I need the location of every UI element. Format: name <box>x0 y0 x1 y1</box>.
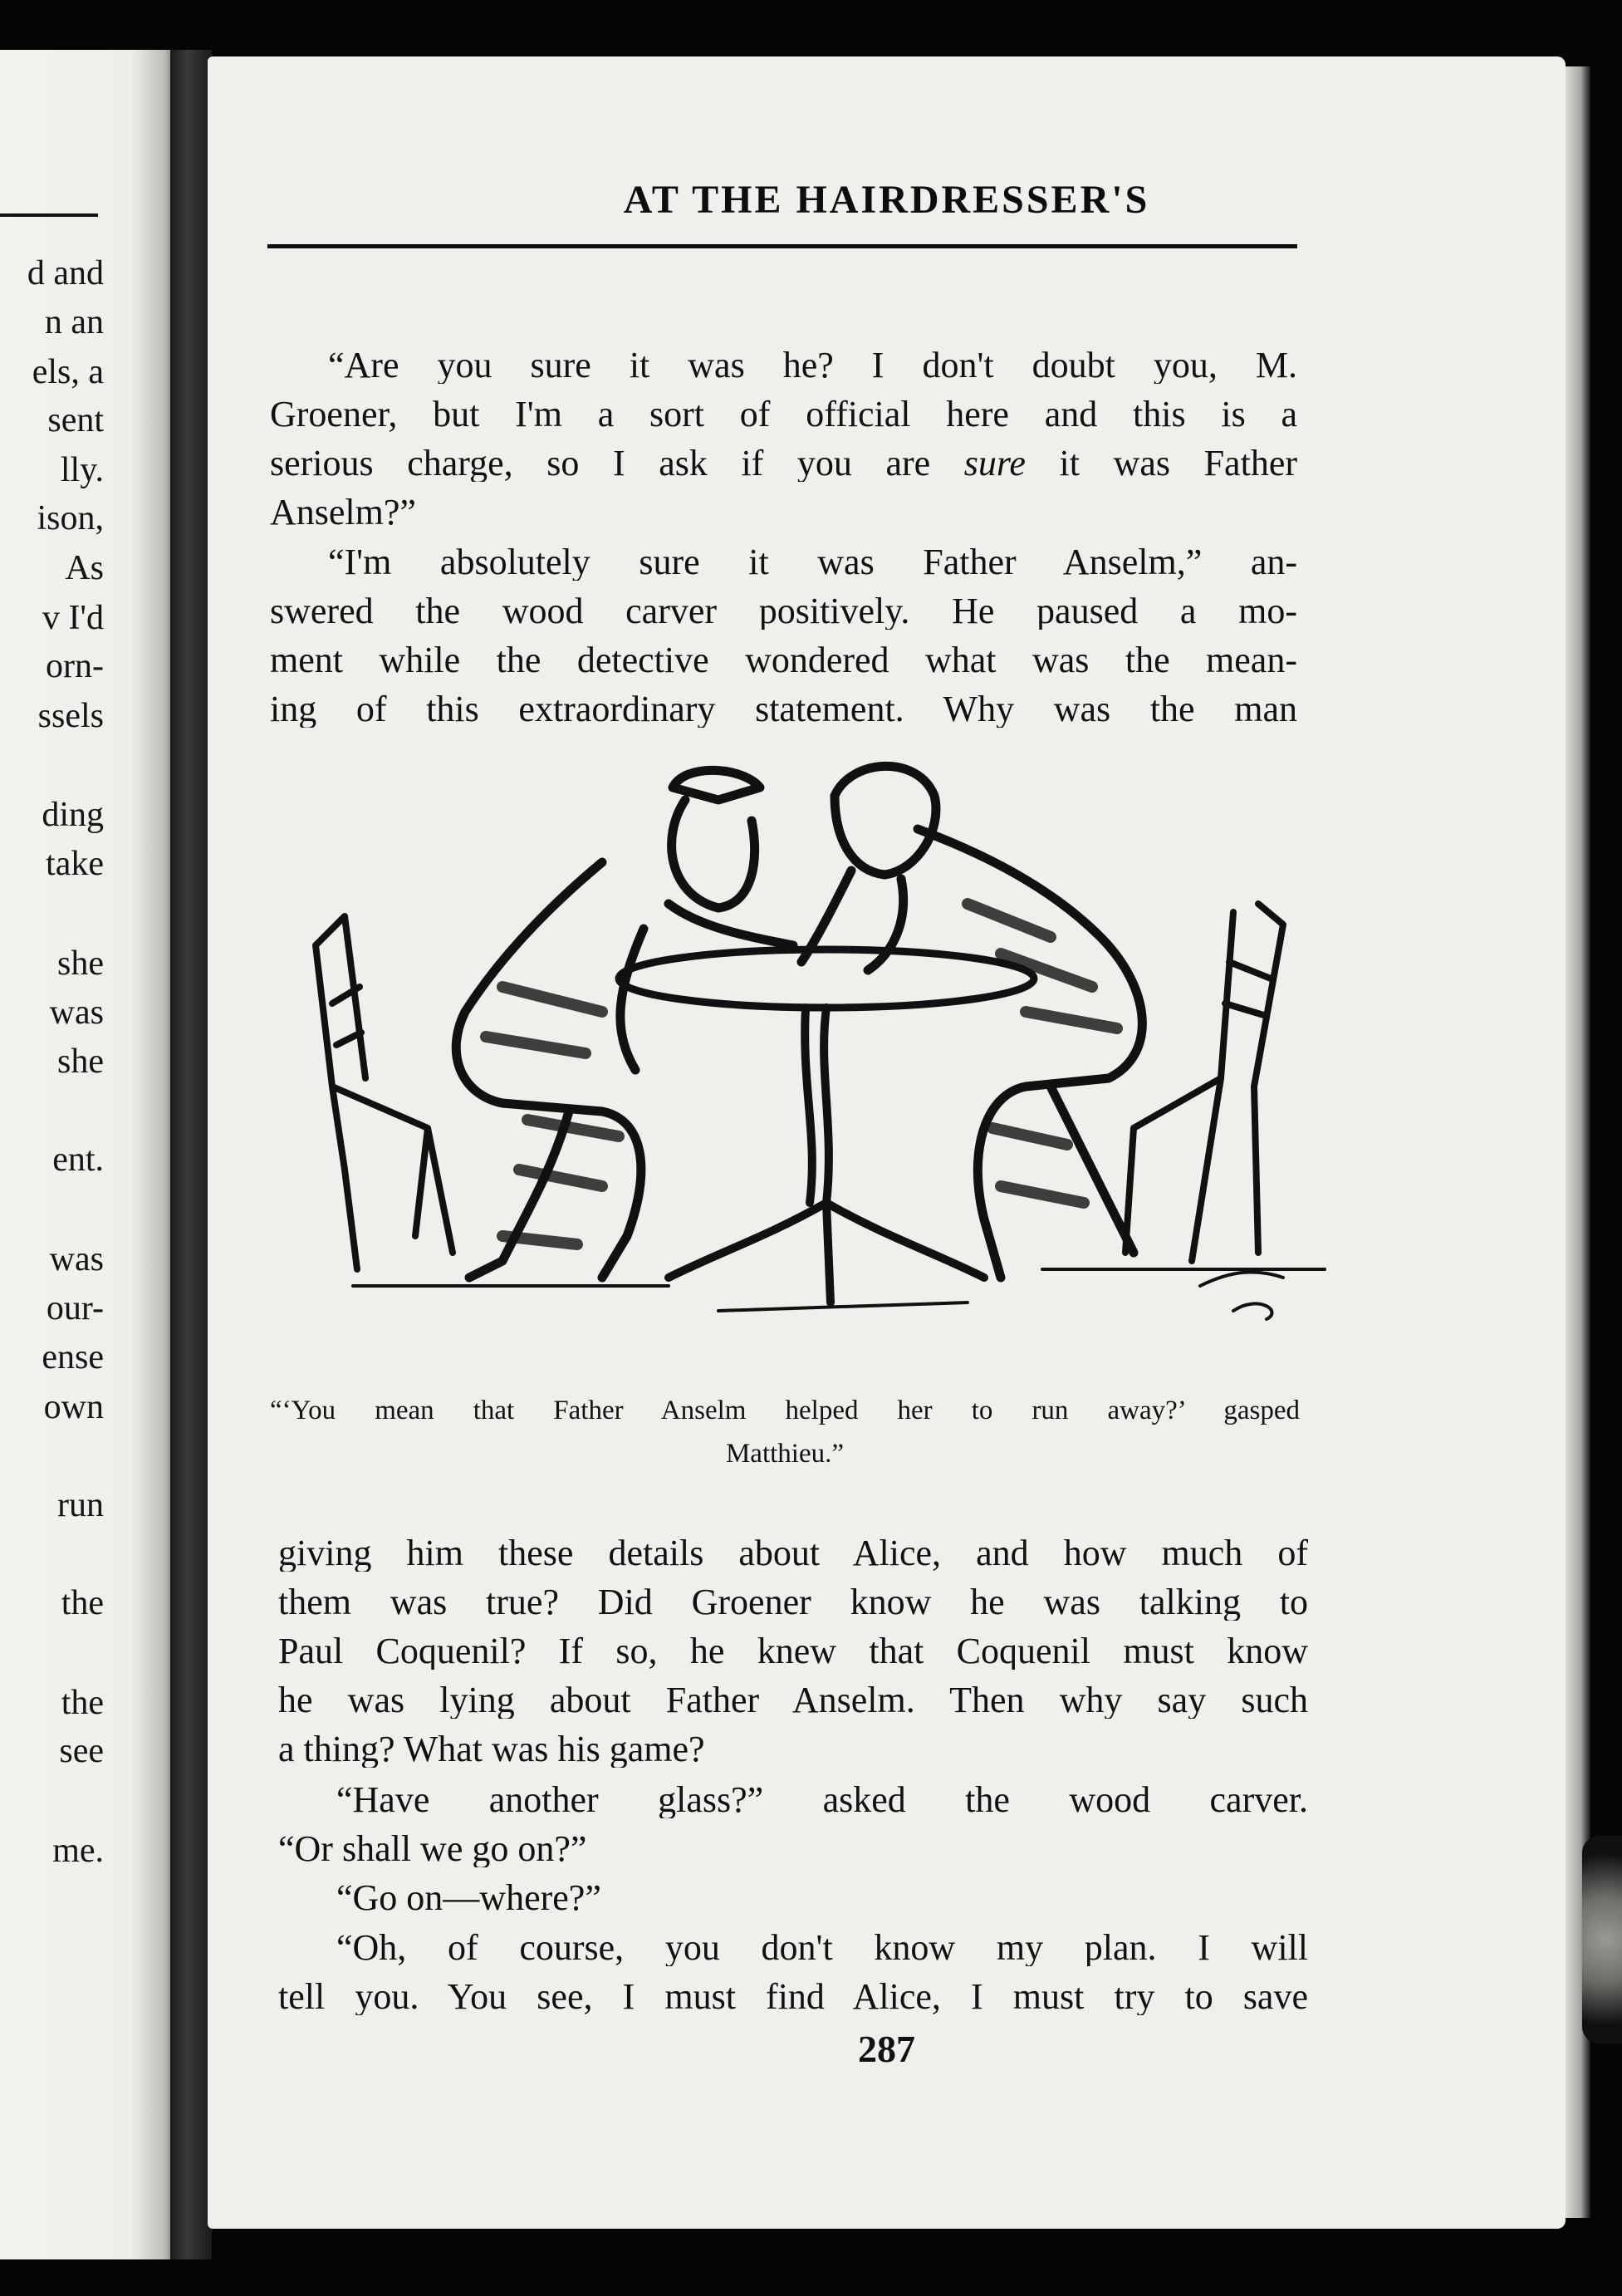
page-number: 287 <box>858 2028 915 2070</box>
left-line: me. <box>52 1832 104 1870</box>
text-line: giving him these details about Alice, and how much of <box>278 1535 1308 1572</box>
text-line: Anselm?” <box>270 494 416 531</box>
left-facing-page <box>0 50 187 2259</box>
illustration-caption: “‘You mean that Father Anselm helped her to run away?’ gasped <box>270 1396 1300 1425</box>
text-line: ing of this extraordinary statement. Why was the man <box>270 691 1297 728</box>
left-chair <box>316 916 453 1269</box>
text-line: “Are you sure it was he? I don't doubt you, M. <box>328 347 1297 384</box>
left-figure-outline <box>456 770 793 1278</box>
left-line: n an <box>44 303 104 341</box>
text-line: “Oh, of course, you don't know my plan. I will <box>336 1930 1308 1966</box>
left-page-rule <box>0 213 98 217</box>
left-line: d and <box>27 254 104 292</box>
left-line: ense <box>42 1338 104 1376</box>
artist-signature <box>1200 1272 1283 1319</box>
left-line: the <box>61 1584 104 1622</box>
book-gutter <box>170 50 212 2259</box>
left-line: sent <box>47 401 104 439</box>
left-line: As <box>65 549 104 587</box>
text-line: serious charge, so I ask if you are sure it was Father <box>270 445 1297 482</box>
left-line: she <box>57 1043 104 1081</box>
illustration-caption: Matthieu.” <box>725 1439 845 1469</box>
text-line: Paul Coquenil? If so, he knew that Coquenil must know <box>278 1633 1308 1670</box>
scan-edge-artifact <box>1582 1836 1622 2043</box>
left-line: lly. <box>60 451 104 489</box>
running-head: AT THE HAIRDRESSER'S <box>623 178 1150 222</box>
pen-drawing-two-men-at-cafe-table <box>253 738 1366 1377</box>
floor-lines <box>353 1269 1325 1311</box>
text-line: “Go on—where?” <box>336 1880 601 1916</box>
italic-word: sure <box>963 445 1026 482</box>
left-line: she <box>57 944 104 983</box>
text-line: a thing? What was his game? <box>278 1731 705 1768</box>
left-line: own <box>43 1388 104 1426</box>
text-line: ment while the detective wondered what was the mean- <box>270 642 1297 679</box>
table-pedestal <box>669 1008 984 1303</box>
text-line: “Or shall we go on?” <box>278 1831 587 1867</box>
right-chair <box>1125 904 1283 1261</box>
left-line: orn- <box>46 647 104 685</box>
text-line: “Have another glass?” asked the wood carver. <box>336 1782 1308 1818</box>
left-line: ssels <box>37 697 104 735</box>
left-line: take <box>46 845 104 883</box>
left-line: the <box>61 1684 104 1722</box>
right-page <box>208 56 1566 2229</box>
left-line: els, a <box>32 353 104 391</box>
left-line: was <box>49 1240 104 1278</box>
left-line: our- <box>46 1289 104 1327</box>
left-line: was <box>49 993 104 1032</box>
text-line: them was true? Did Groener know he was talking to <box>278 1584 1308 1621</box>
table-top <box>619 949 1034 1008</box>
text-line: Groener, but I'm a sort of official here and this is a <box>270 396 1297 433</box>
right-figure-shading <box>968 904 1117 1203</box>
text-line: he was lying about Father Anselm. Then why say such <box>278 1682 1308 1719</box>
left-line: run <box>57 1486 104 1524</box>
left-line: ent. <box>52 1141 104 1179</box>
header-rule <box>267 244 1297 248</box>
text-line: tell you. You see, I must find Alice, I must try to save <box>278 1979 1308 2015</box>
left-line: v I'd <box>42 599 104 637</box>
left-line: ison, <box>37 499 104 537</box>
text-line: “I'm absolutely sure it was Father Anselm,” an- <box>328 544 1297 581</box>
text-line: swered the wood carver positively. He paused a mo- <box>270 593 1297 630</box>
left-line: ding <box>42 796 104 834</box>
left-line: see <box>59 1732 104 1770</box>
